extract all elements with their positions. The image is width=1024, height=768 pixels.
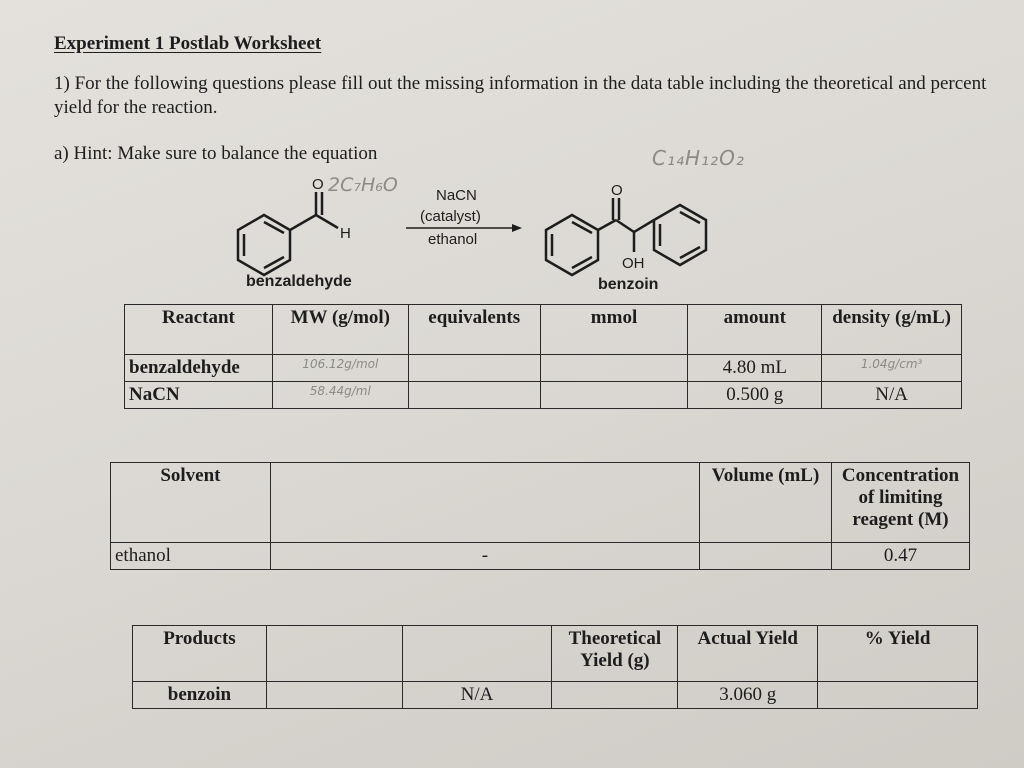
header-mmol: mmol bbox=[540, 305, 688, 355]
percent-yield-cell[interactable] bbox=[818, 682, 978, 709]
reagent-ethanol: ethanol bbox=[428, 231, 478, 248]
density-cell[interactable]: 1.04g/cm³ bbox=[822, 355, 962, 382]
question-1-text: 1) For the following questions please fill out the missing information in the data table including the theoretical and percent yield for the reaction. bbox=[54, 73, 987, 118]
header-blank-1 bbox=[266, 626, 402, 682]
benzoin-label: benzoin bbox=[598, 276, 659, 293]
reactant-name-cell: NaCN bbox=[125, 382, 273, 409]
equivalents-cell[interactable] bbox=[408, 382, 540, 409]
actual-yield-cell: 3.060 g bbox=[678, 682, 818, 709]
header-blank-2 bbox=[402, 626, 552, 682]
header-products: Products bbox=[133, 626, 267, 682]
hydroxyl-label: OH bbox=[622, 255, 645, 272]
aldehyde-oxygen-label: O bbox=[312, 178, 324, 193]
equivalents-cell[interactable] bbox=[408, 355, 540, 382]
table-row bbox=[133, 682, 978, 709]
header-volume: Volume (mL) bbox=[700, 463, 832, 543]
header-reactant: Reactant bbox=[125, 305, 273, 355]
concentration-cell: 0.47 bbox=[832, 543, 970, 570]
reaction-scheme bbox=[230, 178, 750, 298]
mmol-cell[interactable] bbox=[540, 355, 688, 382]
theoretical-yield-cell[interactable] bbox=[552, 682, 678, 709]
benzaldehyde-structure bbox=[238, 192, 338, 275]
header-solvent: Solvent bbox=[111, 463, 271, 543]
density-cell: N/A bbox=[822, 382, 962, 409]
solvent-blank-cell: - bbox=[270, 543, 699, 570]
header-density: density (g/mL) bbox=[822, 305, 962, 355]
header-percent-yield: % Yield bbox=[818, 626, 978, 682]
mw-cell[interactable]: 58.44g/ml bbox=[272, 382, 408, 409]
mmol-cell[interactable] bbox=[540, 382, 688, 409]
amount-cell: 0.500 g bbox=[688, 382, 822, 409]
table-row bbox=[125, 382, 962, 409]
hint-text: a) Hint: Make sure to balance the equation bbox=[54, 143, 378, 164]
amount-cell: 4.80 mL bbox=[688, 355, 822, 382]
table-row bbox=[125, 355, 962, 382]
product-blank-cell[interactable] bbox=[266, 682, 402, 709]
header-blank bbox=[270, 463, 699, 543]
benzaldehyde-label: benzaldehyde bbox=[246, 273, 352, 290]
reactant-name-cell: benzaldehyde bbox=[125, 355, 273, 382]
volume-cell[interactable] bbox=[700, 543, 832, 570]
product-name-cell: benzoin bbox=[133, 682, 267, 709]
handwritten-product-formula: C₁₄H₁₂O₂ bbox=[652, 146, 745, 170]
aldehyde-hydrogen-label: H bbox=[340, 225, 351, 242]
reactant-table bbox=[124, 304, 962, 409]
mw-cell[interactable]: 106.12g/mol bbox=[272, 355, 408, 382]
worksheet-title: Experiment 1 Postlab Worksheet bbox=[54, 33, 322, 54]
table-row bbox=[111, 543, 970, 570]
reagent-catalyst: (catalyst) bbox=[420, 208, 481, 225]
products-table bbox=[132, 625, 978, 709]
header-theoretical-yield: Theoretical Yield (g) bbox=[552, 626, 678, 682]
product-na-cell: N/A bbox=[402, 682, 552, 709]
header-equivalents: equivalents bbox=[408, 305, 540, 355]
header-mw: MW (g/mol) bbox=[272, 305, 408, 355]
header-actual-yield: Actual Yield bbox=[678, 626, 818, 682]
benzoin-oxygen-label: O bbox=[611, 182, 623, 199]
solvent-table bbox=[110, 462, 970, 570]
header-amount: amount bbox=[688, 305, 822, 355]
reagent-nacn: NaCN bbox=[436, 187, 477, 204]
handwritten-reactant-formula: 2C₇H₆O bbox=[328, 174, 398, 196]
solvent-name-cell: ethanol bbox=[111, 543, 271, 570]
header-concentration: Concentration of limiting reagent (M) bbox=[832, 463, 970, 543]
